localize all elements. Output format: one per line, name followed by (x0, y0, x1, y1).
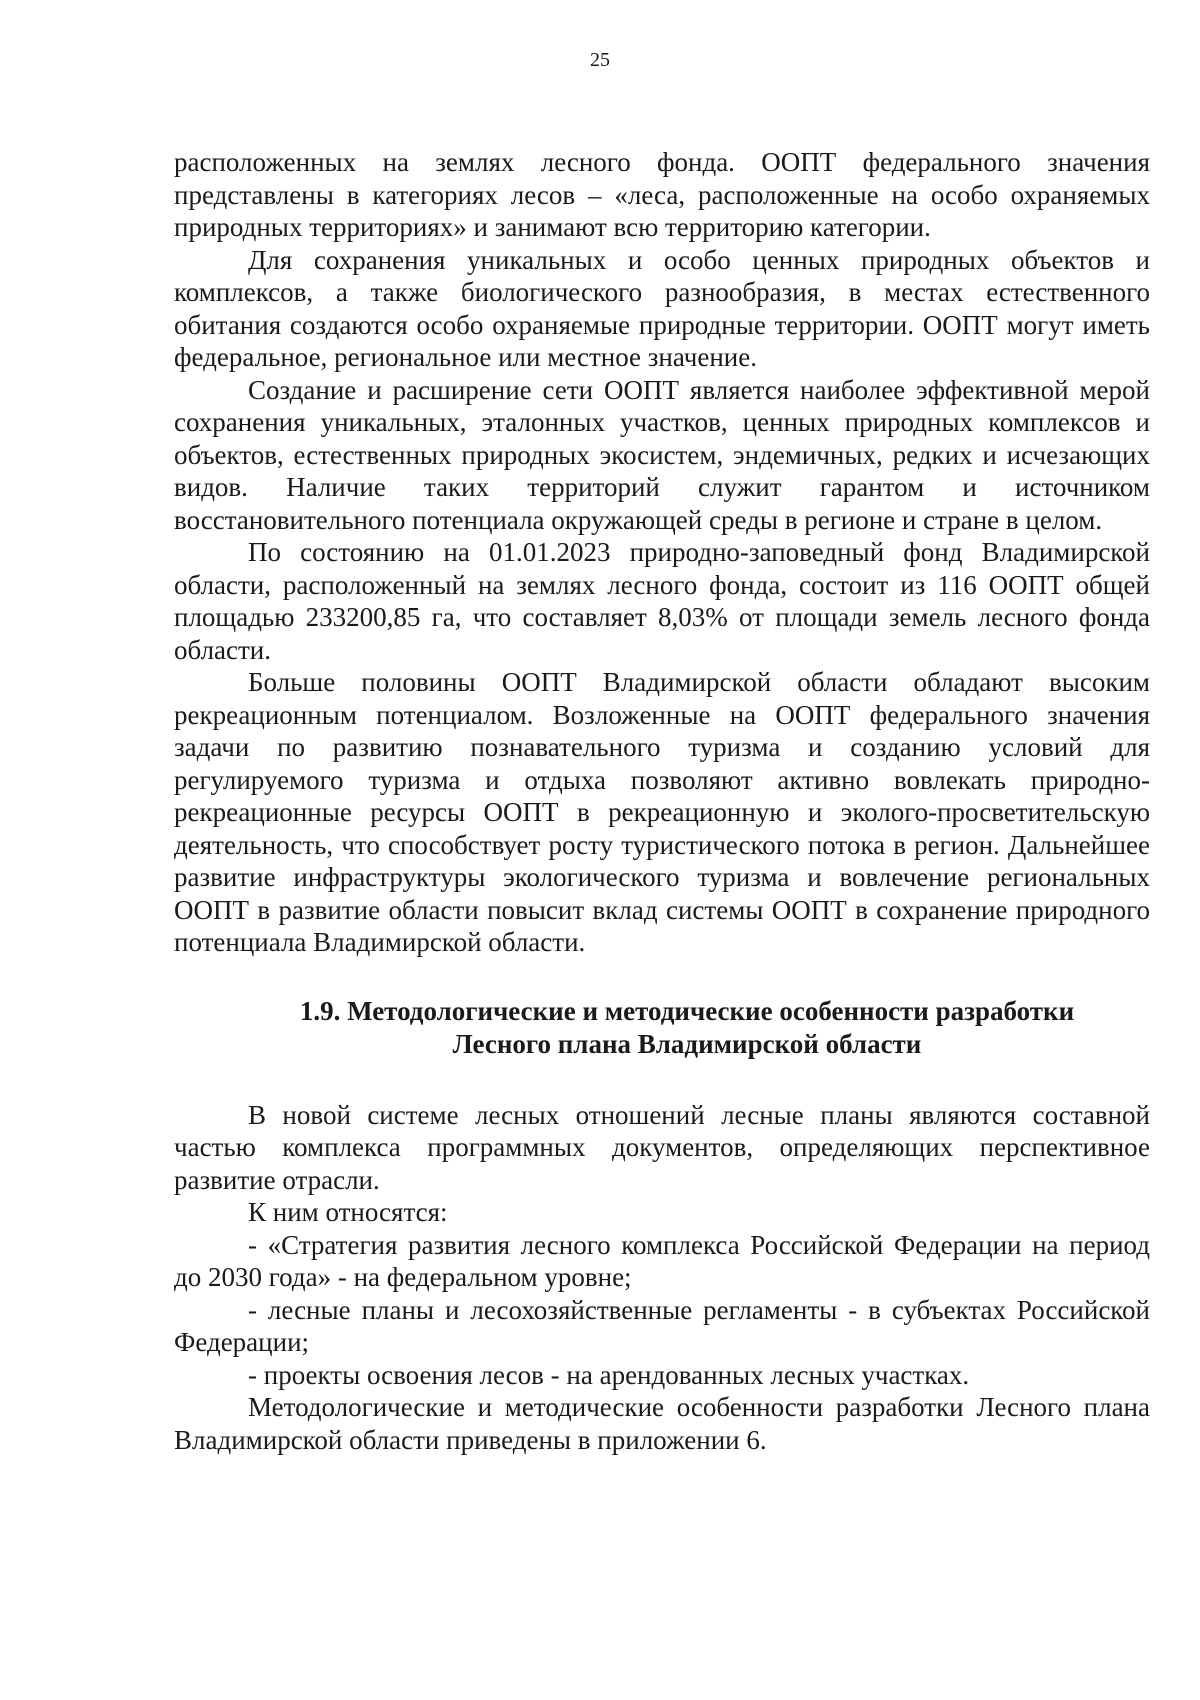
paragraph: Методологические и методические особенности разработки Лесного плана Владимирской области приведены в приложении 6. (174, 1392, 1150, 1455)
paragraph: Для сохранения уникальных и особо ценных природных объектов и комплексов, а также биологического разнообразия, в местах естественного обитания создаются особо охраняемые природные территории. ООПТ могут иметь федеральное, региональное или местное значение. (174, 244, 1150, 372)
paragraph: В новой системе лесных отношений лесные планы являются составной частью комплекса программных документов, определяющих перспективное развитие отрасли. (174, 1099, 1150, 1195)
paragraph: Создание и расширение сети ООПТ является наиболее эффективной мерой сохранения уникальных, эталонных участков, ценных природных комплексов и объектов, естественных природных экосистем, эндемичных, редких и исчезающих видов. Наличие таких территорий служит гарантом и источником восстановительного потенциала окружающей среды в регионе и стране в целом. (174, 374, 1150, 535)
section-heading (174, 995, 1150, 1061)
paragraph: К ним относятся: (248, 1197, 448, 1227)
section-heading-line-1: 1.9. Методологические и методические особенности разработки (299, 995, 1075, 1026)
list-item: - лесные планы и лесохозяйственные регламенты - в субъектах Российской Федерации; (174, 1294, 1150, 1357)
document-body (174, 146, 1150, 1456)
paragraph-continuation: расположенных на землях лесного фонда. ООПТ федерального значения представлены в категориях лесов – «леса, расположенные на особо охраняемых природных территориях» и занимают всю территорию категории. (174, 147, 1150, 242)
page-number: 25 (590, 49, 610, 71)
paragraph: Больше половины ООПТ Владимирской области обладают высоким рекреационным потенциалом. Возложенные на ООПТ федерального значения задачи по развитию познавательного туризма и созданию условий для регулируемого туризма и отдыха позволяют активно вовлекать природно-рекреационные ресурсы ООПТ в рекреационную и эколого-просветительскую деятельность, что способствует росту туристического потока в регион. Дальнейшее развитие инфраструктуры экологического туризма и вовлечение региональных ООПТ в развитие области повысит вклад системы ООПТ в сохранение природного потенциала Владимирской области. (174, 667, 1150, 957)
section-heading-line-2: Лесного плана Владимирской области (452, 1028, 922, 1059)
list-item: - «Стратегия развития лесного комплекса Российской Федерации на период до 2030 года» - на федеральном уровне; (174, 1229, 1150, 1292)
paragraph: По состоянию на 01.01.2023 природно-заповедный фонд Владимирской области, расположенный на землях лесного фонда, состоит из 116 ООПТ общей площадью 233200,85 га, что составляет 8,03% от площади земель лесного фонда области. (174, 537, 1150, 665)
list-item: - проекты освоения лесов - на арендованных лесных участках. (248, 1359, 970, 1390)
